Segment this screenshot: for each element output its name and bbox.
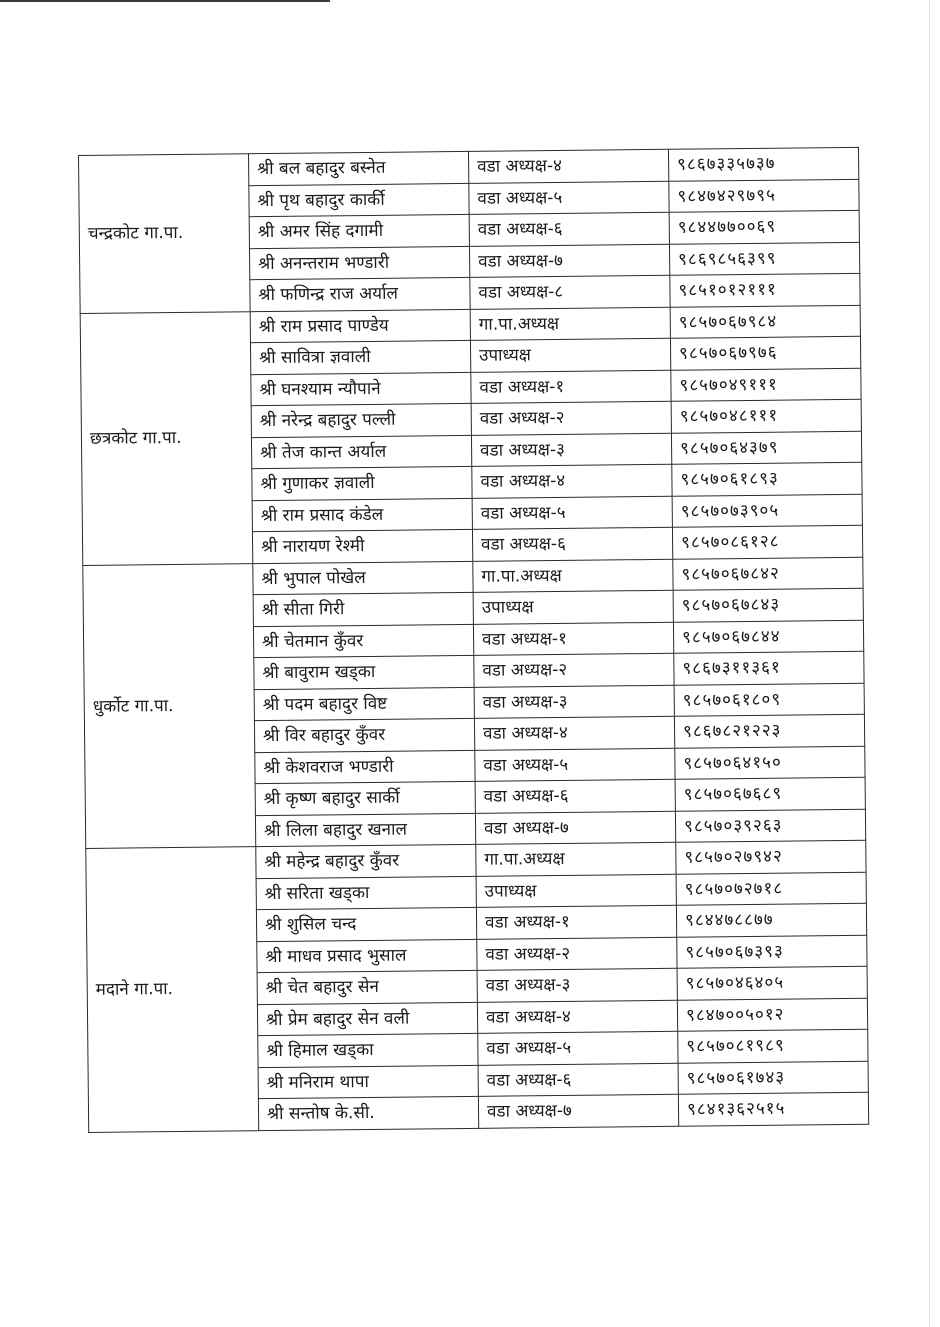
name-cell: श्री विर बहादुर कुँवर — [254, 718, 474, 752]
phone-cell: ९८६७८२१२२३ — [674, 714, 864, 747]
post-cell: वडा अध्यक्ष-५ — [475, 748, 675, 782]
phone-cell: ९८५७०२७९४२ — [676, 840, 866, 873]
name-cell: श्री नरेन्द्र बहादुर पल्ली — [251, 403, 471, 437]
post-cell: वडा अध्यक्ष-७ — [478, 1094, 678, 1128]
phone-cell: ९८५७०७२७१८ — [676, 872, 866, 905]
post-cell: वडा अध्यक्ष-५ — [469, 181, 669, 215]
post-cell: गा.पा.अध्यक्ष — [473, 559, 673, 593]
name-cell: श्री केशवराज भण्डारी — [255, 750, 475, 784]
post-cell: वडा अध्यक्ष-५ — [478, 1031, 678, 1065]
phone-cell: ९८५७०६१८९३ — [672, 462, 862, 495]
phone-cell: ९८६७३३५७३७ — [668, 147, 858, 180]
name-cell: श्री गुणाकर ज्ञवाली — [252, 466, 472, 500]
phone-cell: ९८४१३६२५१५ — [678, 1092, 868, 1125]
post-cell: वडा अध्यक्ष-३ — [474, 685, 674, 719]
phone-cell: ९८५७०४९१११ — [671, 368, 861, 401]
name-cell: श्री राम प्रसाद कंडेल — [252, 498, 472, 532]
phone-cell: ९८५७०८६१२८ — [672, 525, 862, 558]
post-cell: वडा अध्यक्ष-४ — [468, 149, 668, 183]
name-cell: श्री फणिन्द्र राज अर्याल — [250, 277, 470, 311]
name-cell: श्री लिला बहादुर खनाल — [255, 813, 475, 847]
municipality-cell: धुर्कोट गा.पा. — [83, 563, 256, 848]
post-cell: वडा अध्यक्ष-५ — [472, 496, 672, 530]
name-cell: श्री बल बहादुर बस्नेत — [248, 151, 468, 185]
top-rule — [0, 0, 330, 2]
post-cell: वडा अध्यक्ष-७ — [475, 811, 675, 845]
phone-cell: ९८५७०६४३७९ — [671, 431, 861, 464]
name-cell: श्री माधव प्रसाद भुसाल — [257, 939, 477, 973]
post-cell: गा.पा.अध्यक्ष — [470, 307, 670, 341]
phone-cell: ९८५७०८१९८९ — [678, 1029, 868, 1062]
name-cell: श्री प्रेम बहादुर सेन वली — [257, 1002, 477, 1036]
post-cell: वडा अध्यक्ष-३ — [471, 433, 671, 467]
name-cell: श्री मनिराम थापा — [258, 1065, 478, 1099]
post-cell: वडा अध्यक्ष-६ — [472, 527, 672, 561]
phone-cell: ९८५७०६७८४२ — [673, 557, 863, 590]
post-cell: वडा अध्यक्ष-१ — [473, 622, 673, 656]
phone-cell: ९८५७०६७९८४ — [670, 305, 860, 338]
phone-cell: ९८५७०४६४०५ — [677, 966, 867, 999]
name-cell: श्री पृथ बहादुर कार्की — [249, 183, 469, 217]
phone-cell: ९८५७०६७९७६ — [670, 336, 860, 369]
phone-cell: ९८५१०१२१११ — [670, 273, 860, 306]
name-cell: श्री पदम बहादुर विष्ट — [254, 687, 474, 721]
post-cell: वडा अध्यक्ष-४ — [477, 1000, 677, 1034]
name-cell: श्री सावित्रा ज्ञवाली — [250, 340, 470, 374]
phone-cell: ९८४४७७००६९ — [669, 210, 859, 243]
phone-cell: ९८५७०६७८४४ — [673, 620, 863, 653]
representatives-table — [78, 147, 869, 1133]
municipality-cell: चन्द्रकोट गा.पा. — [79, 154, 251, 313]
phone-cell: ९८५७०४८१११ — [671, 399, 861, 432]
post-cell: गा.पा.अध्यक्ष — [476, 842, 676, 876]
representatives-table-body — [79, 147, 869, 1132]
post-cell: वडा अध्यक्ष-६ — [469, 212, 669, 246]
municipality-cell: छत्रकोट गा.पा. — [80, 311, 253, 565]
phone-cell: ९८५७०६१७४३ — [678, 1061, 868, 1094]
name-cell: श्री चेतमान कुँवर — [253, 624, 473, 658]
post-cell: वडा अध्यक्ष-३ — [477, 968, 677, 1002]
phone-cell: ९८५७०७३९०५ — [672, 494, 862, 527]
post-cell: वडा अध्यक्ष-४ — [474, 716, 674, 750]
phone-cell: ९८४७४२९७९५ — [669, 179, 859, 212]
post-cell: वडा अध्यक्ष-२ — [477, 937, 677, 971]
name-cell: श्री सरिता खड्का — [256, 876, 476, 910]
post-cell: वडा अध्यक्ष-६ — [475, 779, 675, 813]
phone-cell: ९८५७०६७६८९ — [675, 777, 865, 810]
phone-cell: ९८५७०३९२६३ — [675, 809, 865, 842]
post-cell: वडा अध्यक्ष-२ — [474, 653, 674, 687]
name-cell: श्री तेज कान्त अर्याल — [251, 435, 471, 469]
phone-cell: ९८४७००५०१२ — [677, 998, 867, 1031]
post-cell: वडा अध्यक्ष-१ — [476, 905, 676, 939]
name-cell: श्री सीता गिरी — [253, 592, 473, 626]
phone-cell: ९८५७०६७३९३ — [677, 935, 867, 968]
name-cell: श्री अमर सिंह दगामी — [249, 214, 469, 248]
phone-cell: ९८५७०६४१५० — [675, 746, 865, 779]
name-cell: श्री बावुराम खड्का — [254, 655, 474, 689]
phone-cell: ९८६९८५६३९९ — [669, 242, 859, 275]
phone-cell: ९८५७०६१८०९ — [674, 683, 864, 716]
name-cell: श्री अनन्तराम भण्डारी — [249, 246, 469, 280]
phone-cell: ९८५७०६७८४३ — [673, 588, 863, 621]
post-cell: वडा अध्यक्ष-७ — [469, 244, 669, 278]
name-cell: श्री नारायण रेश्मी — [252, 529, 472, 563]
name-cell: श्री सन्तोष के.सी. — [258, 1096, 478, 1130]
post-cell: वडा अध्यक्ष-६ — [478, 1063, 678, 1097]
name-cell: श्री कृष्ण बहादुर सार्की — [255, 781, 475, 815]
phone-cell: ९८४४७८८७७ — [676, 903, 866, 936]
municipality-cell: मदाने गा.पा. — [86, 847, 259, 1132]
post-cell: वडा अध्यक्ष-१ — [471, 370, 671, 404]
name-cell: श्री भुपाल पोखेल — [253, 561, 473, 595]
page-edge — [929, 0, 930, 1327]
name-cell: श्री हिमाल खड्का — [258, 1033, 478, 1067]
phone-cell: ९८६७३११३६१ — [674, 651, 864, 684]
post-cell: उपाध्यक्ष — [476, 874, 676, 908]
name-cell: श्री महेन्द्र बहादुर कुँवर — [256, 844, 476, 878]
post-cell: उपाध्यक्ष — [470, 338, 670, 372]
name-cell: श्री राम प्रसाद पाण्डेय — [250, 309, 470, 343]
post-cell: उपाध्यक्ष — [473, 590, 673, 624]
name-cell: श्री घनश्याम न्यौपाने — [251, 372, 471, 406]
post-cell: वडा अध्यक्ष-८ — [470, 275, 670, 309]
post-cell: वडा अध्यक्ष-२ — [471, 401, 671, 435]
name-cell: श्री चेत बहादुर सेन — [257, 970, 477, 1004]
post-cell: वडा अध्यक्ष-४ — [472, 464, 672, 498]
name-cell: श्री शुसिल चन्द — [256, 907, 476, 941]
